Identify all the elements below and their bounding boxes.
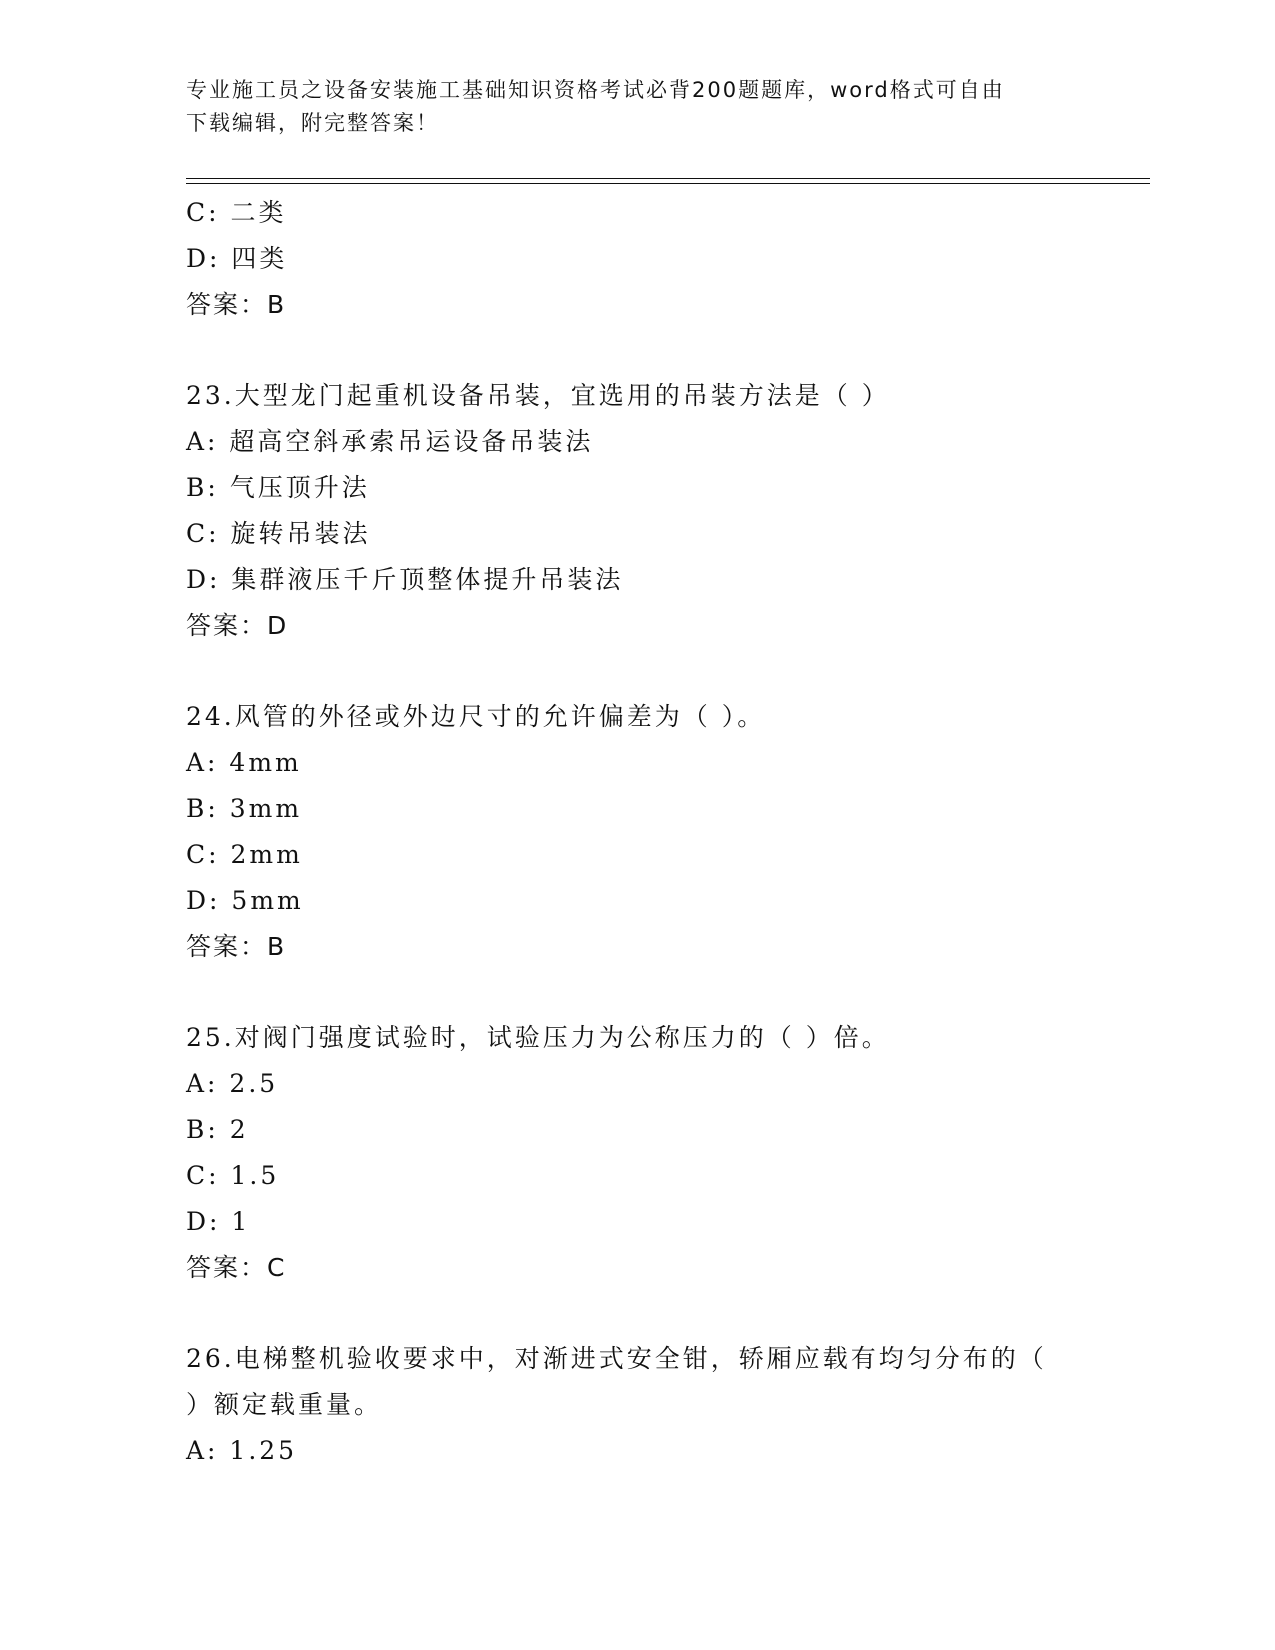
option-d: D: 5mm [186, 886, 304, 915]
option-d: D: 四类 [186, 244, 288, 273]
spacer [186, 970, 1086, 1015]
question-26 [186, 1336, 1086, 1474]
question-list [186, 190, 1086, 1474]
answer-line: 答案：B [186, 932, 287, 961]
option-c: C: 2mm [186, 840, 303, 869]
question-text: 25.对阀门强度试验时，试验压力为公称压力的（ ）倍。 [186, 1023, 890, 1052]
spacer [186, 328, 1086, 373]
option-a: A: 超高空斜承索吊运设备吊装法 [186, 427, 594, 456]
header-title-line-2: 下载编辑，附完整答案！ [186, 111, 439, 135]
header-divider-top [186, 178, 1150, 179]
option-b: B: 2 [186, 1115, 249, 1144]
page-header [186, 74, 1086, 140]
answer-line: 答案：D [186, 611, 289, 640]
option-a: A: 1.25 [186, 1436, 298, 1465]
option-a: A: 2.5 [186, 1069, 279, 1098]
question-25 [186, 1015, 1086, 1291]
question-text-line-2: ）额定载重量。 [186, 1390, 383, 1419]
option-c: C: 旋转吊装法 [186, 519, 371, 548]
option-b: B: 3mm [186, 794, 303, 823]
question-23 [186, 373, 1086, 649]
answer-line: 答案：B [186, 290, 287, 319]
spacer [186, 1291, 1086, 1336]
header-divider-bottom [186, 183, 1150, 184]
question-text: 24.风管的外径或外边尺寸的允许偏差为（ ）。 [186, 702, 766, 731]
question-22-tail [186, 190, 1086, 328]
question-text: 23.大型龙门起重机设备吊装，宜选用的吊装方法是（ ） [186, 381, 890, 410]
option-b: B: 气压顶升法 [186, 473, 370, 502]
answer-line: 答案：C [186, 1253, 287, 1282]
option-a: A: 4mm [186, 748, 302, 777]
option-c: C: 1.5 [186, 1161, 280, 1190]
option-d: D: 集群液压千斤顶整体提升吊装法 [186, 565, 624, 594]
option-c: C: 二类 [186, 198, 287, 227]
header-title-line-1: 专业施工员之设备安装施工基础知识资格考试必背200题题库，word格式可自由 [186, 78, 1005, 102]
question-text-line-1: 26.电梯整机验收要求中，对渐进式安全钳，轿厢应载有均匀分布的（ [186, 1344, 1047, 1373]
spacer [186, 649, 1086, 694]
question-24 [186, 694, 1086, 970]
option-d: D: 1 [186, 1207, 251, 1236]
